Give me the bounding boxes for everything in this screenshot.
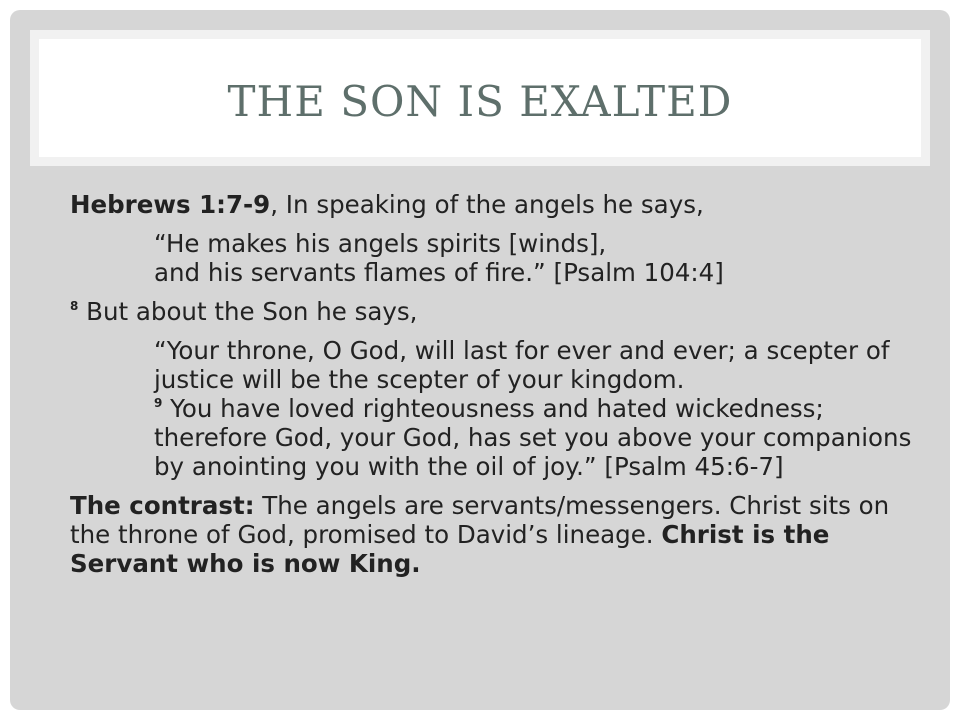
contrast-text: The angels are servants/messengers. Christ sits on the throne of God, promised to David’s lineage. (70, 491, 890, 549)
verse-number-9: 9 (154, 396, 163, 410)
contrast-label: The contrast: (70, 491, 255, 520)
quote-psalm-45-part1: “Your throne, O God, will last for ever and ever; a scepter of justice will be the scepter of your kingdom. (154, 336, 890, 394)
verse-8-paragraph (70, 297, 930, 326)
slide (10, 10, 950, 710)
intro-text: , In speaking of the angels he says, (270, 190, 704, 219)
contrast-emphasis: Christ is the Servant who is now King. (70, 520, 830, 578)
verse-8-text: But about the Son he says, (78, 297, 418, 326)
slide-title: THE SON IS EXALTED (227, 76, 733, 126)
contrast-paragraph (70, 491, 930, 578)
verse-number-8: 8 (70, 299, 79, 313)
quote-psalm-45 (70, 336, 930, 481)
quote-psalm-104 (70, 229, 930, 287)
quote-line-2: and his servants flames of fire.” [Psalm 104:4] (154, 258, 724, 287)
slide-body (70, 190, 930, 578)
quote-line-1: “He makes his angels spirits [winds], (154, 229, 607, 258)
intro-paragraph (70, 190, 930, 219)
scripture-reference: Hebrews 1:7-9 (70, 190, 271, 219)
title-box (30, 30, 930, 166)
quote-psalm-45-part2: You have loved righteousness and hated wickedness; therefore God, your God, has set you above your companions by anointing you with the oil of joy.” [Psalm 45:6-7] (154, 394, 912, 481)
